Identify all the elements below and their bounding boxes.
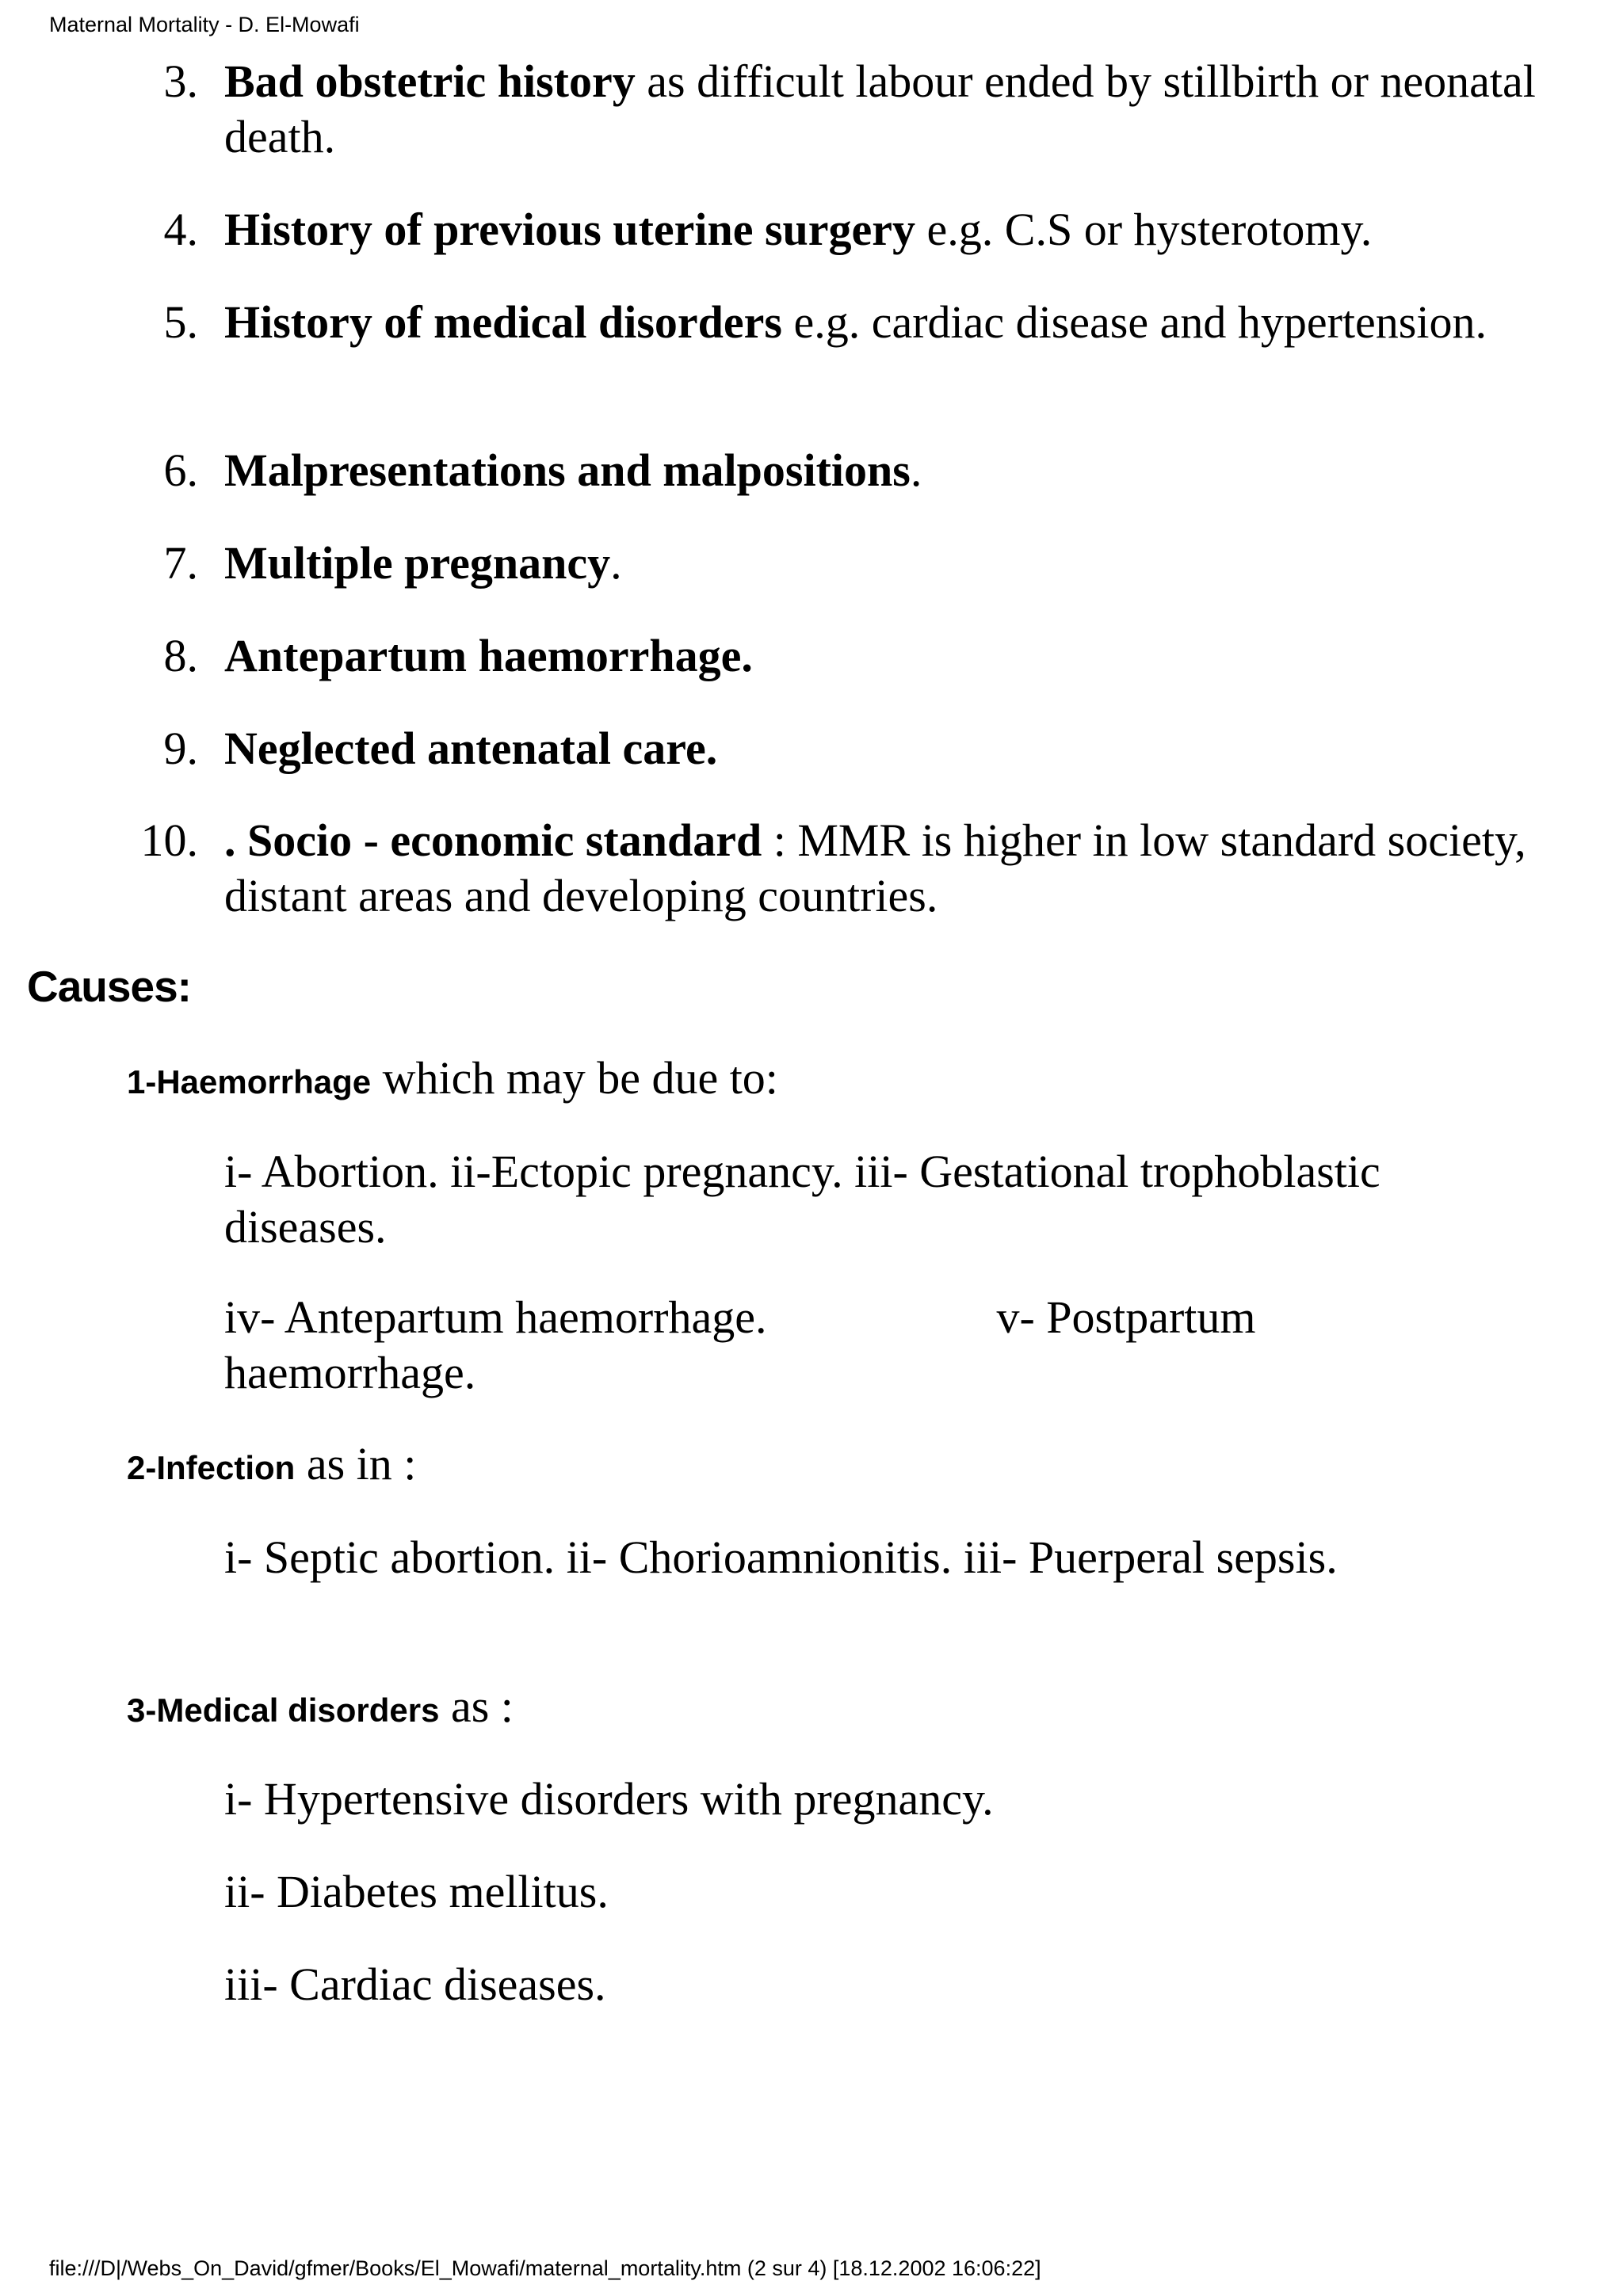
list-item-bold: Antepartum haemorrhage. xyxy=(224,630,753,681)
cause-heading-haemorrhage xyxy=(127,1051,778,1118)
page-header: Maternal Mortality - D. El-Mowafi xyxy=(49,13,360,36)
list-item-text: e.g. C.S or hysterotomy. xyxy=(915,204,1373,255)
list-item-text: . xyxy=(610,537,622,589)
cause-detail xyxy=(224,1290,1429,1401)
list-item-bold: Neglected antenatal care. xyxy=(224,723,718,774)
list-number: 5. xyxy=(163,296,198,348)
list-number: 7. xyxy=(163,537,198,589)
list-number: 10. xyxy=(140,814,198,866)
list-item-bold: History of medical disorders xyxy=(224,296,782,348)
section-heading-causes: Causes: xyxy=(27,962,191,1011)
list-number: 8. xyxy=(163,630,198,681)
cause-heading-label: 3-Medical disorders xyxy=(127,1691,440,1729)
list-item-text: e.g. cardiac disease and hypertension. xyxy=(781,296,1487,348)
list-number: 4. xyxy=(163,204,198,255)
cause-heading-medical xyxy=(127,1679,514,1746)
list-item-text: : MMR is higher in low standard society, distant areas and developing countries. xyxy=(224,814,1526,921)
cause-heading-text: as in : xyxy=(295,1438,417,1489)
cause-detail-part: v- Postpartum haemorrhage. xyxy=(224,1291,1256,1398)
cause-heading-label: 2-Infection xyxy=(127,1449,296,1486)
list-item-bold: . Socio - economic standard xyxy=(224,814,762,866)
cause-heading-infection xyxy=(127,1436,416,1504)
cause-detail: iii- Cardiac diseases. xyxy=(224,1958,606,2010)
cause-detail: i- Hypertensive disorders with pregnancy. xyxy=(224,1773,994,1825)
page-footer: file:///D|/Webs_On_David/gfmer/Books/El_Mowafi/maternal_mortality.htm (2 sur 4) [18.12.2002 16:06:22] xyxy=(49,2256,1041,2280)
cause-detail: ii- Diabetes mellitus. xyxy=(224,1866,609,1917)
cause-detail-part: iv- Antepartum haemorrhage. xyxy=(224,1291,767,1343)
cause-detail: i- Abortion. ii-Ectopic pregnancy. iii- Gestational trophoblastic diseases. xyxy=(224,1146,1381,1253)
list-number: 9. xyxy=(163,723,198,774)
list-item-bold: History of previous uterine surgery xyxy=(224,204,916,255)
list-item-bold: Malpresentations and malpositions xyxy=(224,444,911,496)
cause-detail: i- Septic abortion. ii- Chorioamnionitis. iii- Puerperal sepsis. xyxy=(224,1531,1338,1583)
list-item-bold: Bad obstetric history xyxy=(224,55,636,107)
list-number: 3. xyxy=(163,55,198,107)
cause-heading-label: 1-Haemorrhage xyxy=(127,1063,372,1100)
list-number: 6. xyxy=(163,444,198,496)
cause-heading-text: as : xyxy=(439,1680,514,1732)
cause-heading-text: which may be due to: xyxy=(371,1052,778,1104)
list-item-bold: Multiple pregnancy xyxy=(224,537,611,589)
list-item-text: as difficult labour ended by stillbirth or neonatal death. xyxy=(224,55,1536,162)
list-item-text: . xyxy=(910,444,922,496)
